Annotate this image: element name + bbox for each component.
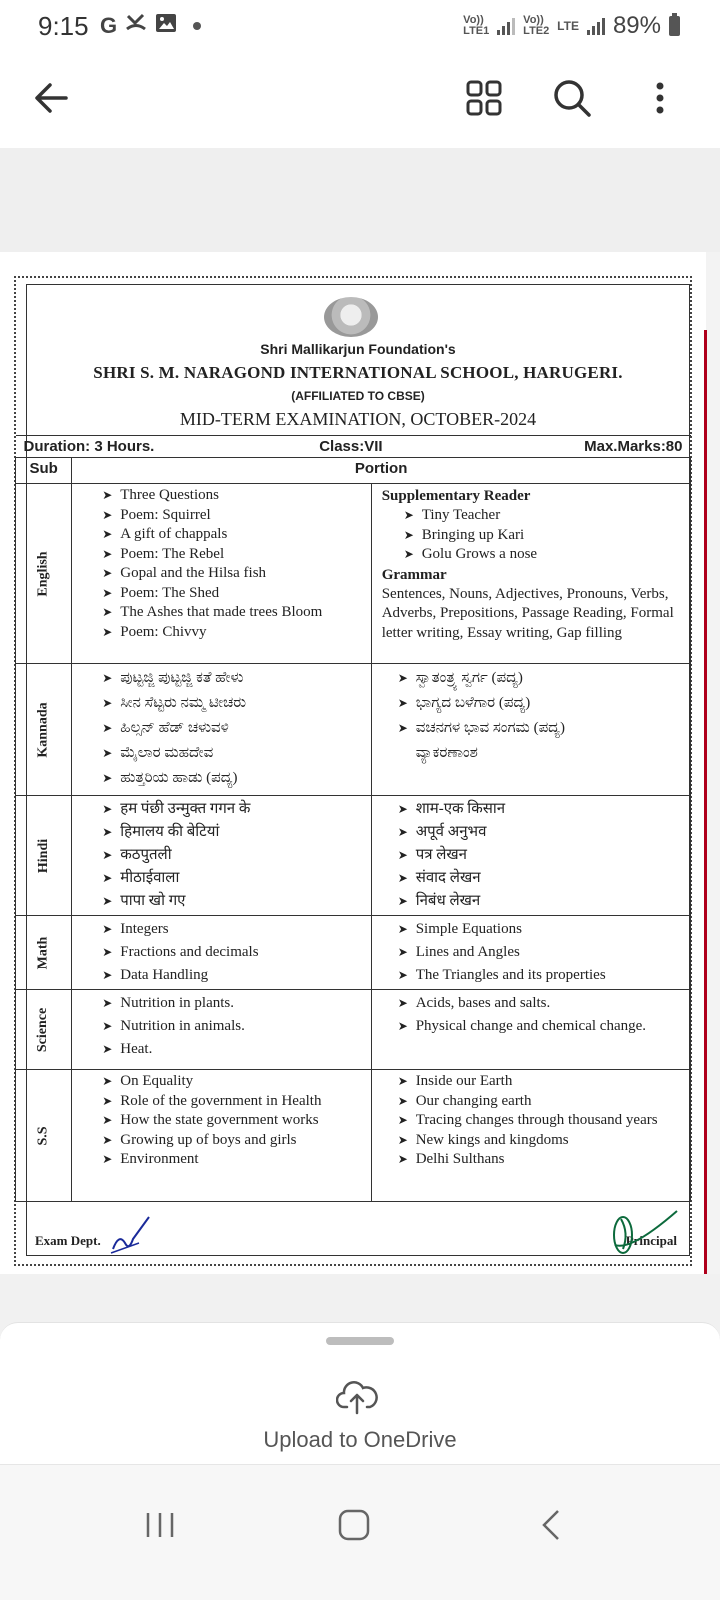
viewer-edge (706, 252, 720, 1274)
ss-left (72, 1070, 371, 1202)
list-item: ➤ ವಚನಗಳ ಭಾವ ಸಂಗಮ (ಪದ್ಯ) (398, 716, 684, 741)
list-item: ➤ Acids, bases and salts. (398, 992, 684, 1015)
kannada-right-list (398, 666, 684, 741)
sub-header: Sub (16, 458, 72, 484)
list-item: ➤ On Equality (102, 1072, 364, 1092)
science-right (371, 990, 690, 1070)
subject-english (16, 484, 72, 664)
foundation-name: Shri Mallikarjun Foundation's (260, 341, 456, 357)
drag-handle[interactable] (326, 1337, 394, 1345)
hindi-right (371, 796, 690, 916)
list-item: ➤ Data Handling (102, 964, 364, 987)
document-border (14, 276, 692, 1266)
sim2-label: Vo)) LTE2 (523, 14, 550, 37)
list-item: ➤ Heat. (102, 1038, 364, 1061)
kannada-grammar: ವ್ಯಾಕರಣಾಂಶ (415, 745, 478, 761)
list-item: ➤ A gift of chappals (102, 525, 364, 545)
kannada-row (16, 664, 691, 796)
google-icon: G (100, 13, 118, 38)
exam-dept-label: Exam Dept. (35, 1233, 101, 1248)
status-indicators (463, 12, 680, 40)
list-item: ➤ Physical change and chemical change. (398, 1015, 684, 1038)
viewer-background (0, 148, 720, 252)
hindi-left (72, 796, 371, 916)
navigation-bar (0, 1465, 720, 1600)
list-item: ➤ संवाद लेखन (398, 867, 684, 890)
grammar-text: Sentences, Nouns, Adjectives, Pronouns, Verbs, Adverbs, Prepositions, Passage Reading, Formal letter writing, Essay writing, Gap filling (381, 585, 674, 641)
subject-label: Math (35, 936, 51, 970)
portion-table (15, 435, 691, 1202)
subject-science (16, 990, 72, 1070)
missed-call-icon (125, 12, 147, 40)
science-row (16, 990, 691, 1070)
status-bar (0, 0, 720, 52)
battery-percent: 89% (612, 12, 661, 39)
subject-label: Kannada (35, 702, 51, 758)
principal-signature (601, 1205, 681, 1257)
list-item: ➤ Growing up of boys and girls (102, 1131, 364, 1151)
list-item: ➤ How the state government works (102, 1111, 364, 1131)
more-notifications-dot (193, 22, 201, 30)
cloud-upload-icon[interactable] (336, 1379, 378, 1415)
list-item: ➤ ಹುತ್ತರಿಯ ಹಾಡು (ಪದ್ಯ) (102, 766, 364, 791)
document-edge-marker (704, 330, 707, 1274)
subject-label: Hindi (35, 838, 51, 874)
list-item: ➤ Poem: Chivvy (102, 623, 364, 643)
list-item: ➤ निबंध लेखन (398, 890, 684, 913)
hindi-right-list (398, 798, 684, 913)
recent-apps-icon[interactable] (140, 1505, 180, 1545)
list-item: ➤ पत्र लेखन (398, 844, 684, 867)
app-bar (0, 52, 720, 148)
class-label (319, 436, 690, 458)
science-right-list (398, 992, 684, 1038)
exam-title: MID-TERM EXAMINATION, OCTOBER-2024 (179, 409, 537, 429)
affiliation: (AFFILIATED TO CBSE) (291, 389, 425, 403)
list-item: ➤ हिमालय की बेटियां (102, 821, 364, 844)
ss-left-list (102, 1072, 364, 1170)
list-item: ➤ ಮೈಲಾರ ಮಹದೇವ (102, 741, 364, 766)
list-item: ➤ Nutrition in animals. (102, 1015, 364, 1038)
back-icon[interactable] (532, 1505, 572, 1545)
math-right (371, 916, 690, 990)
list-item: ➤ अपूर्व अनुभव (398, 821, 684, 844)
upload-onedrive-button[interactable]: Upload to OneDrive (263, 1427, 457, 1452)
list-item: ➤ Nutrition in plants. (102, 992, 364, 1015)
list-item: ➤ Integers (102, 918, 364, 941)
subject-label: English (35, 551, 51, 597)
list-item: ➤ Poem: The Shed (102, 584, 364, 604)
kannada-right (371, 664, 690, 796)
lte-label: LTE (557, 18, 579, 33)
bottom-sheet (0, 1322, 720, 1464)
document-image[interactable] (0, 252, 706, 1274)
list-item: ➤ New kings and kingdoms (398, 1131, 684, 1151)
list-item: ➤ Poem: Squirrel (102, 506, 364, 526)
grid-view-icon[interactable] (460, 74, 508, 122)
list-item: ➤ Lines and Angles (398, 941, 684, 964)
list-item: ➤ Simple Equations (398, 918, 684, 941)
school-logo (324, 297, 378, 337)
science-left-list (102, 992, 364, 1061)
list-item: ➤ Fractions and decimals (102, 941, 364, 964)
list-item: ➤ हम पंछी उन्मुक्त गगन के (102, 798, 364, 821)
gallery-icon (155, 12, 177, 40)
list-item: ➤ Delhi Sulthans (398, 1150, 684, 1170)
back-arrow-icon[interactable] (28, 74, 76, 122)
math-row (16, 916, 691, 990)
duration: Duration: 3 Hours. (23, 438, 155, 455)
list-item: ➤ कठपुतली (102, 844, 364, 867)
math-left-list (102, 918, 364, 987)
list-item: ➤ Inside our Earth (398, 1072, 684, 1092)
list-item: ➤ ಭಾಗ್ಯದ ಬಳೆಗಾರ (ಪದ್ಯ) (398, 691, 684, 716)
ss-right (371, 1070, 690, 1202)
list-item: ➤ Three Questions (102, 486, 364, 506)
subject-hindi (16, 796, 72, 916)
signal1-icon (497, 17, 515, 35)
ss-row (16, 1070, 691, 1202)
subject-label: S.S (35, 1126, 51, 1146)
math-right-list (398, 918, 684, 987)
list-item: ➤ ಸ್ವಾತಂತ್ರ್ಯ ಸ್ವರ್ಗ (ಪದ್ಯ) (398, 666, 684, 691)
more-options-icon[interactable] (636, 74, 684, 122)
status-time: 9:15 (38, 11, 89, 41)
math-left (72, 916, 371, 990)
list-item: ➤ The Ashes that made trees Bloom (102, 603, 364, 623)
notification-icons (100, 12, 201, 40)
list-item: ➤ Our changing earth (398, 1092, 684, 1112)
list-item: ➤ ಪುಟ್ಟಜ್ಜಿ ಪುಟ್ಟಜ್ಜಿ ಕತೆ ಹೇಳು (102, 666, 364, 691)
battery-icon (669, 16, 680, 36)
hindi-row (16, 796, 691, 916)
list-item: ➤ Golu Grows a nose (404, 545, 684, 565)
list-item: ➤ The Triangles and its properties (398, 964, 684, 987)
subject-math (16, 916, 72, 990)
max-marks: Max.Marks:80 (584, 438, 683, 455)
hindi-left-list (102, 798, 364, 913)
list-item: ➤ पापा खो गए (102, 890, 364, 913)
english-right (371, 484, 690, 664)
subject-kannada (16, 664, 72, 796)
home-icon[interactable] (334, 1505, 374, 1545)
list-item: ➤ ಹಿಲ್ಸನ್ ಹೆಡ್ ಚಳುವಳಿ (102, 716, 364, 741)
kannada-left (72, 664, 371, 796)
supplementary-list (404, 506, 684, 565)
document-content (23, 284, 690, 1256)
supplementary-title: Supplementary Reader (381, 488, 531, 504)
class-value: Class:VII (319, 438, 383, 455)
subject-ss (16, 1070, 72, 1202)
list-item: ➤ Gopal and the Hilsa fish (102, 564, 364, 584)
list-item: ➤ Bringing up Kari (404, 526, 684, 546)
grammar-title: Grammar (381, 566, 447, 583)
list-item: ➤ ಸೀನ ಸೆಟ್ಟರು ನಮ್ಮ ಟೀಚರು (102, 691, 364, 716)
list-item: ➤ Tiny Teacher (404, 506, 684, 526)
kannada-left-list (102, 666, 364, 791)
list-item: ➤ शाम-एक किसान (398, 798, 684, 821)
subject-label: Science (35, 1007, 51, 1053)
list-item: ➤ Role of the government in Health (102, 1092, 364, 1112)
list-item: ➤ Environment (102, 1150, 364, 1170)
exam-dept-signature (109, 1213, 155, 1257)
list-item: ➤ Tracing changes through thousand years (398, 1111, 684, 1131)
list-item: ➤ मीठाईवाला (102, 867, 364, 890)
list-item: ➤ Poem: The Rebel (102, 545, 364, 565)
portion-header: Portion (72, 458, 691, 484)
english-row (16, 484, 691, 664)
english-left-list (102, 486, 364, 642)
science-left (72, 990, 371, 1070)
sim1-label: Vo)) LTE1 (463, 14, 490, 37)
principal-label: Principal (625, 1233, 677, 1248)
signal2-icon (587, 17, 605, 35)
english-left (72, 484, 371, 664)
ss-right-list (398, 1072, 684, 1170)
school-name: SHRI S. M. NARAGOND INTERNATIONAL SCHOOL, HARUGERI. (93, 363, 623, 382)
search-icon[interactable] (548, 74, 596, 122)
